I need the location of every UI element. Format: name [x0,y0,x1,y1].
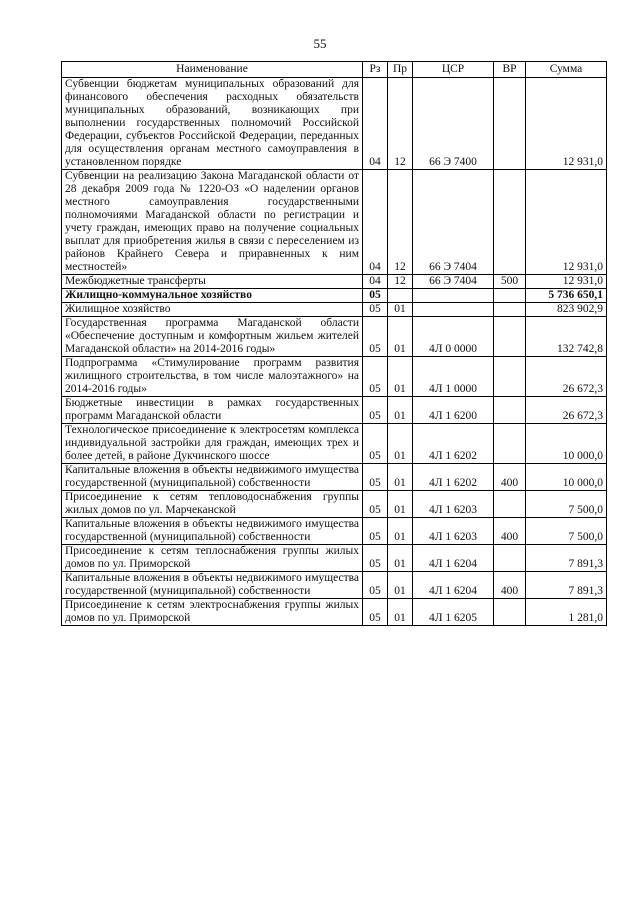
cell-vr: 400 [494,464,526,491]
column-header-sum: Сумма [526,62,607,78]
cell-rz: 05 [363,545,388,572]
column-header-pr: Пр [388,62,413,78]
cell-csr: 4Л 1 6204 [413,572,494,599]
column-header-rz: Рз [363,62,388,78]
table-row [62,491,607,518]
cell-vr: 500 [494,275,526,289]
cell-name: Субвенции бюджетам муниципальных образований для финансового обеспечения расходных обязательств муниципальных образований, возникающих при выполнении государственных полномочий Российской Федерации, субъектов Российской Федерации, переданных для осуществления органам местного самоуправления в установленном порядке [62,78,363,170]
cell-csr: 66 Э 7404 [413,170,494,275]
table-row [62,170,607,275]
cell-sum: 1 281,0 [526,599,607,626]
cell-name: Субвенции на реализацию Закона Магаданской области от 28 декабря 2009 года № 1220-ОЗ «О наделении органов местного самоуправления государственными полномочиями Магаданской области по регистрации и учету граждан, имеющих право на получение социальных выплат для приобретения жилья в связи с переселением из районов Крайнего Севера и приравненных к ним местностей» [62,170,363,275]
cell-csr: 66 Э 7400 [413,78,494,170]
column-header-vr: ВР [494,62,526,78]
cell-csr: 4Л 1 6205 [413,599,494,626]
cell-name: Присоединение к сетям теплоснабжения группы жилых домов по ул. Приморской [62,545,363,572]
cell-sum: 132 742,8 [526,317,607,357]
cell-sum: 12 931,0 [526,170,607,275]
cell-pr: 12 [388,170,413,275]
table-row [62,289,607,303]
cell-csr: 4Л 1 6202 [413,424,494,464]
cell-rz: 05 [363,464,388,491]
cell-csr: 4Л 1 0000 [413,357,494,397]
cell-csr [413,289,494,303]
cell-csr: 4Л 1 6204 [413,545,494,572]
cell-pr: 01 [388,572,413,599]
cell-pr: 01 [388,545,413,572]
cell-vr [494,78,526,170]
cell-sum: 5 736 650,1 [526,289,607,303]
cell-name: Присоединение к сетям электроснабжения группы жилых домов по ул. Приморской [62,599,363,626]
cell-csr: 66 Э 7404 [413,275,494,289]
cell-vr [494,545,526,572]
cell-rz: 05 [363,424,388,464]
cell-name: Присоединение к сетям тепловодоснабжения группы жилых домов по ул. Марчеканской [62,491,363,518]
cell-rz: 05 [363,303,388,317]
table-row [62,357,607,397]
cell-name: Капитальные вложения в объекты недвижимого имущества государственной (муниципальной) собственности [62,518,363,545]
table-header-row [62,62,607,78]
table-row [62,518,607,545]
cell-csr: 4Л 0 0000 [413,317,494,357]
cell-vr [494,397,526,424]
cell-sum: 7 500,0 [526,518,607,545]
cell-name: Бюджетные инвестиции в рамках государственных программ Магаданской области [62,397,363,424]
cell-vr [494,170,526,275]
cell-pr: 12 [388,275,413,289]
cell-name: Жилищно-коммунальное хозяйство [62,289,363,303]
budget-table [61,61,607,626]
cell-name: Межбюджетные трансферты [62,275,363,289]
cell-csr: 4Л 1 6200 [413,397,494,424]
cell-name: Жилищное хозяйство [62,303,363,317]
cell-sum: 823 902,9 [526,303,607,317]
cell-pr: 12 [388,78,413,170]
cell-csr: 4Л 1 6202 [413,464,494,491]
cell-pr: 01 [388,599,413,626]
cell-rz: 05 [363,397,388,424]
cell-rz: 04 [363,78,388,170]
cell-sum: 7 891,3 [526,545,607,572]
cell-sum: 12 931,0 [526,275,607,289]
cell-pr: 01 [388,424,413,464]
cell-pr: 01 [388,357,413,397]
table-row [62,397,607,424]
cell-pr: 01 [388,397,413,424]
cell-csr: 4Л 1 6203 [413,491,494,518]
table-row [62,545,607,572]
cell-sum: 7 891,3 [526,572,607,599]
table-row [62,424,607,464]
cell-vr [494,424,526,464]
cell-rz: 04 [363,275,388,289]
cell-vr [494,357,526,397]
page-number: 55 [313,36,327,51]
cell-rz: 05 [363,491,388,518]
cell-pr: 01 [388,518,413,545]
cell-name: Государственная программа Магаданской области «Обеспечение доступным и комфортным жильем жителей Магаданской области» на 2014-2016 годы» [62,317,363,357]
table-row [62,78,607,170]
table-row [62,464,607,491]
cell-rz: 05 [363,317,388,357]
cell-rz: 04 [363,170,388,275]
column-header-name: Наименование [62,62,363,78]
cell-vr [494,317,526,357]
cell-vr [494,303,526,317]
cell-rz: 05 [363,357,388,397]
cell-vr [494,289,526,303]
table-row [62,303,607,317]
cell-pr: 01 [388,464,413,491]
table-row [62,572,607,599]
column-header-csr: ЦСР [413,62,494,78]
table-row [62,275,607,289]
table-row [62,599,607,626]
cell-sum: 10 000,0 [526,424,607,464]
cell-vr [494,599,526,626]
cell-rz: 05 [363,572,388,599]
cell-name: Капитальные вложения в объекты недвижимого имущества государственной (муниципальной) собственности [62,464,363,491]
cell-pr [388,289,413,303]
cell-sum: 10 000,0 [526,464,607,491]
cell-name: Капитальные вложения в объекты недвижимого имущества государственной (муниципальной) собственности [62,572,363,599]
cell-pr: 01 [388,491,413,518]
cell-pr: 01 [388,303,413,317]
cell-rz: 05 [363,289,388,303]
cell-rz: 05 [363,599,388,626]
cell-name: Подпрограмма «Стимулирование программ развития жилищного строительства, в том числе малоэтажного» на 2014-2016 годы» [62,357,363,397]
cell-vr [494,491,526,518]
cell-pr: 01 [388,317,413,357]
cell-vr: 400 [494,518,526,545]
cell-sum: 7 500,0 [526,491,607,518]
cell-name: Технологическое присоединение к электросетям комплекса индивидуальной застройки для граждан, имеющих трех и более детей, в районе Дукчинского шоссе [62,424,363,464]
table-row [62,317,607,357]
cell-rz: 05 [363,518,388,545]
table-body [62,78,607,626]
cell-sum: 26 672,3 [526,397,607,424]
cell-csr: 4Л 1 6203 [413,518,494,545]
cell-csr [413,303,494,317]
cell-sum: 26 672,3 [526,357,607,397]
cell-vr: 400 [494,572,526,599]
cell-sum: 12 931,0 [526,78,607,170]
